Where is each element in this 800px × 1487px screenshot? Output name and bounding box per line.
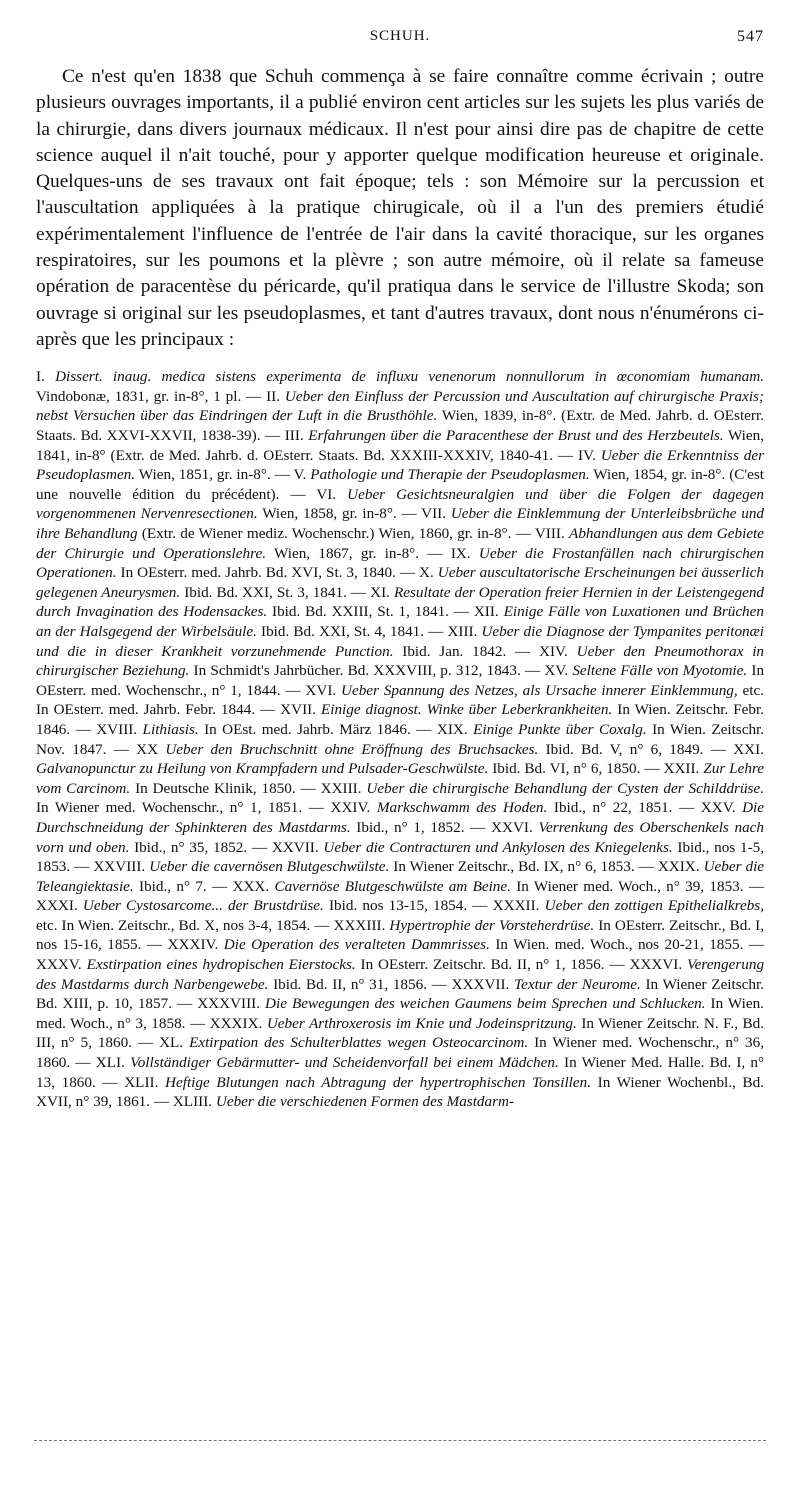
entry-title: Dissert. inaug. medica sistens experimenta de influxu venenorum nonnullorum in œconomiam humanam. [55,368,765,386]
entry-publication: In Wien. med. Woch., n° 3, 1858. — [36,995,764,1032]
entry-publication: Ibid. Bd. II, n° 31, 1856. — [273,975,447,993]
entry-number: XXVI. [491,818,533,836]
entry-publication: Ibid., n° 1, 1852. — [356,818,486,836]
entry-publication: In Wiener med. Wochenschr., n° 1, 1851. — [36,799,324,817]
entry-publication: Ibid. Bd. XXIII, St. 1, 1841. — [272,603,469,621]
entry-number: X. [419,564,434,582]
entry-title: Extirpation des Schulterblattes wegen Osteocarcinom. [189,1034,529,1052]
entry-number: XVI. [305,681,337,699]
entry-number: XXXVI. [629,956,683,974]
entry-title: Ueber den Pneumothorax in chirurgischer Beziehung. [36,642,765,680]
entry-publication: etc. In Wien. Zeitschr., Bd. X, nos 3-4, 1854. — [36,916,330,934]
entry-publication: In OEsterr. Zeitschr., Bd. I, nos 15-16, 1855. — [36,916,765,954]
entry-number: VII. [421,505,447,523]
entry-publication: Ibid., n° 22, 1851. — [553,799,695,817]
entry-title: Ueber die cavernösen Blutgeschwülste. [149,858,390,876]
entry-title: Ueber die verschiedenen Formen des Mastdarm- [215,1093,515,1111]
bibliography-entry [96,721,437,738]
entry-publication: In Wien. Zeitschr. Febr. 1846. — [36,701,765,738]
entry-publication: In OEsterr. med. Jahrb. Bd. XVI, St. 3, 1840. — [120,564,416,582]
entry-title: Ueber die chirurgische Behandlung der Cysten der Schilddrüse. [366,779,765,797]
entry-title: Ueber die Einklemmung der Unterleibsbrüche und ihre Behandlung [36,505,765,543]
entry-title: Ueber den Bruchschnitt ohne Eröffnung des Bruchsackes. [165,740,539,758]
entry-number: XIV. [539,642,568,660]
entry-publication: In Wiener med. Wochenschr., n° 36, 1860. — [36,1034,765,1072]
entry-publication: Ibid., n° 35, 1852. — [134,838,268,856]
entry-number: XXVIII. [93,858,146,876]
bibliography-entry [136,741,733,758]
entry-number: XXV. [700,799,736,817]
entry-publication: (Extr. de Wiener mediz. Wochenschr.) Wien, 1860, gr. in-8°. — [141,525,531,543]
bibliography-entry [93,858,657,875]
entry-number: XI. [370,583,390,601]
entry-number: XXXII. [492,897,540,915]
entry-publication: Wien, 1858, gr. in-8°. — [262,505,417,523]
entry-title: Zur Lehre vom Carcinom. [36,760,765,797]
entry-publication: In Deutsche Klinik, 1850. — [135,779,316,797]
bibliography-entry [36,897,493,914]
entry-title: Die Operation des veralteten Dammrisses. [223,936,490,954]
entry-title: Ueber die Teleangiektasie. [36,858,765,895]
entry-publication: Ibid. Bd. V, n° 6, 1849. — [545,740,726,758]
entry-publication: In Wien. med. Woch., nos 20-21, 1855. — [495,936,765,954]
entry-publication: In Wiener med. Woch., n° 39, 1853. — [516,877,765,895]
entry-publication: Wien, 1839, in-8°. (Extr. de Med. Jahrb. d. OEsterr. Staats. Bd. XXVI-XXVII, 1838-39). — [36,407,764,445]
entry-number: XXI. [733,740,764,758]
entry-publication: Wien, 1851, gr. in-8°. — [138,466,290,484]
entry-title: Textur der Neurome. [514,975,641,993]
entry-title: Verengerung des Mastdarms durch Narbengewebe. [36,956,765,993]
intro-paragraph: Ce n'est qu'en 1838 que Schuh commença à se faire connaître comme écrivain ; outre plusieurs ouvrages importants, il a publié environ cent articles sur les sujets les plus variés de la chirurgie, dans divers journaux médicaux. Il n'est pour ainsi dire pas de chapitre de cette science auquel il n'ait touché, pour y apporter quelque modification heureuse et originale. Quelques-uns de ses travaux ont fait époque; tels : son Mémoire sur la percussion et l'auscultation appliquées à la pratique chirugicale, où il a l'un des premiers étudié expérimentalement l'influence de l'entrée de l'air dans la cavité thoracique, sur les organes respiratoires, sur les poumons et la plèvre ; son autre mémoire, où il relate sa fameuse opération de paracentèse du péricarde, qu'il pratiqua dans le service de l'illustre Skoda; son ouvrage si original sur les pseudoplasmes, et tant d'autres travaux, dont nous n'énumérons ci-après que les principaux : [36,66,764,350]
entry-number: V. [293,466,307,484]
entry-number: XXXV. [36,956,82,974]
entry-title: Cavernöse Blutgeschwülste am Beine. [274,877,511,895]
entry-title: Heftige Blutungen nach Abtragung der hypertrophischen Tonsillen. [165,1073,592,1091]
entry-title: Ueber den zottigen Epithelialkrebs, [544,897,765,915]
entry-title: Erfahrungen über die Paracenthese der Brust und des Herzbeutels. [308,427,724,445]
running-head [36,22,764,48]
entry-number: XVII. [280,701,317,719]
entry-publication: In Wiener Zeitschr. N. F., Bd. III, n° 5, 1860. — [36,1014,765,1052]
entry-title: Galvanopunctur zu Heilung von Krampfadern und Pulsader-Geschwülste. [36,760,489,778]
entry-number: XX [136,740,159,758]
entry-title: Die Durchschneidung der Sphinkteren des Mastdarms. [36,799,765,836]
entry-publication: etc. In OEsterr. med. Jahrb. Febr. 1844. — [36,681,765,719]
entry-number: XII. [473,603,499,621]
entry-number: II. [266,387,281,405]
entry-title: Exstirpation eines hydropischen Eierstocks. [86,956,356,974]
entry-publication: Ibid. Jan. 1842. — [402,642,531,660]
entry-publication: Wien, 1854, gr. in-8°. (C'est une nouvelle édition du précédent). — [36,466,764,503]
entry-number: I. [36,368,45,386]
entry-number: XIII. [447,622,478,640]
entry-number: VIII. [534,525,565,543]
page-content [36,22,764,1112]
entry-number: XXIII. [320,779,362,797]
entry-title: Hypertrophie der Vorsteherdrüse. [389,916,595,934]
footer-rule [34,1440,766,1441]
entry-number: XIX. [436,720,468,738]
entry-publication: Ibid. nos 13-15, 1854. — [329,897,488,915]
bibliography-entry [36,956,629,973]
entry-title: Markschwamm des Hoden. [376,799,548,817]
entry-publication: Ibid. Bd. VI, n° 6, 1850. — [492,760,660,778]
entry-title: Vollständiger Gebärmutter- und Scheidenvorfall bei einem Mädchen. [130,1054,559,1072]
bibliography-entry [173,1093,514,1110]
entry-title: Ueber die Diagnose der Tympanites peritonæi und die in dieser Krankheit vorzunehmende Punction. [36,622,764,660]
bibliography-entry [330,799,700,816]
entry-number: XXXIV. [167,936,219,954]
entry-title: Seltene Fälle von Myotomie. [572,662,748,680]
entry-number: XXIV. [330,799,371,817]
entry-number: VI. [316,485,337,503]
entry-number: IX. [450,544,471,562]
entry-publication: In Wien. Zeitschr. Nov. 1847. — [36,720,765,758]
entry-title: Resultate der Operation freier Hernien in der Leistengegend durch Invagination des Hodensackes. [36,583,765,621]
entry-number: XXVII. [271,838,319,856]
entry-title: Ueber Spannung des Netzes, als Ursache innerer Einklemmung, [341,681,738,699]
entry-number: XXXVII. [451,975,510,993]
entry-number: XXIX. [657,858,700,876]
entry-title: Ueber die Erkenntniss der Pseudoplasmen. [36,446,765,484]
entry-title: Pathologie und Therapie der Pseudoplasmen. [310,466,590,484]
entry-title: Lithiasis. [142,720,199,738]
entry-publication: In Wiener Wochenbl., Bd. XVII, n° 39, 1861. — [36,1073,764,1111]
entry-publication: In Wiener Med. Halle. Bd. I, n° 13, 1860. — [36,1054,765,1091]
entry-publication: Vindobonæ, 1831, gr. in-8°, 1 pl. — [36,387,262,405]
page-number: 547 [737,28,764,45]
entry-number: XXXVIII. [197,995,261,1013]
entry-title: Ueber den Einfluss der Percussion und Auscultation auf chirurgische Praxis; nebst Versuchen über das Eindringen der Luft in die Brusthöhle. [36,387,765,425]
entry-publication: In OEst. med. Jahrb. März 1846. — [204,720,432,738]
bibliography-entry [232,878,764,895]
entry-title: Ueber die Contracturen und Ankylosen des Kniegelenks. [323,838,673,856]
entry-number: IV. [578,446,596,464]
entry-publication: Wien, 1841, in-8° (Extr. de Med. Jahrb. d. OEsterr. Staats. Bd. XXXIII-XXXIV, 1840-41. — [36,427,765,464]
entry-number: XXX. [232,877,270,895]
entry-number: XLII. [124,1073,159,1091]
entry-number: XXII. [663,760,700,778]
entry-publication: Wien, 1867, gr. in-8°. — [274,544,443,562]
entry-publication: Ibid., nos 1-5, 1853. — [36,838,765,876]
entry-title: Abhandlungen aus dem Gebiete der Chirurgie und Operationslehre. [36,525,765,562]
entry-publication: Ibid. Bd. XXI, St. 4, 1841. — [261,622,444,640]
entry-title: Einige diagnost. Winke über Leberkrankheiten. [320,701,613,719]
entry-number: XV. [544,662,569,680]
bibliography-entry [168,936,764,953]
entry-title: Ueber auscultatorische Erscheinungen bei äusserlich gelegenen Aneurysmen. [36,564,764,601]
entry-title: Ueber die Frostanfällen nach chirurgischen Operationen. [36,544,764,582]
entry-number: XXXIX. [209,1014,263,1032]
entry-title: Ueber Gesichtsneuralgien und über die Folgen der dagegen vorgenommenen Nervenresectionen. [36,485,764,523]
entry-number: III. [284,427,304,445]
entry-publication: Ibid. Bd. XXI, St. 3, 1841. — [184,583,367,601]
entry-number: XL. [159,1034,184,1052]
entry-publication: In Wiener Zeitschr. Bd. XIII, p. 10, 1857. — [36,975,765,1013]
entry-title: Die Bewegungen des weichen Gaumens beim Sprechen und Schlucken. [265,995,706,1013]
entry-publication: Ibid., n° 7. — [139,877,228,895]
entry-number: XLIII. [172,1093,213,1111]
entry-publication: In OEsterr. Zeitschr. Bd. II, n° 1, 1856. — [360,956,625,974]
entry-publication: In OEsterr. med. Wochenschr., n° 1, 1844. — [36,662,765,699]
entry-publication: In Schmidt's Jahrbücher. Bd. XXXVIII, p. 312, 1843. — [193,662,541,680]
entry-title: Einige Fälle von Luxationen und Brüchen an der Halsgegend der Wirbelsäule. [36,603,764,640]
entry-title: Verrenkung des Oberschenkels nach vorn und oben. [36,818,765,856]
entry-number: XVIII. [96,720,138,738]
entry-title: Ueber Arthroxerosis im Knie und Jodeinspritzung. [266,1014,577,1032]
entry-number: XLI. [95,1054,125,1072]
entry-publication: In Wiener Zeitschr., Bd. IX, n° 6, 1853. — [393,858,654,876]
running-title: SCHUH. [369,28,431,44]
entry-title: Ueber Cystosarcome... der Brustdrüse. [82,897,324,915]
entry-number: XXXIII. [333,916,386,934]
entry-title: Einige Punkte über Coxalg. [473,720,647,738]
bibliography-list [36,367,764,1112]
entry-number: XXXI. [36,897,78,915]
